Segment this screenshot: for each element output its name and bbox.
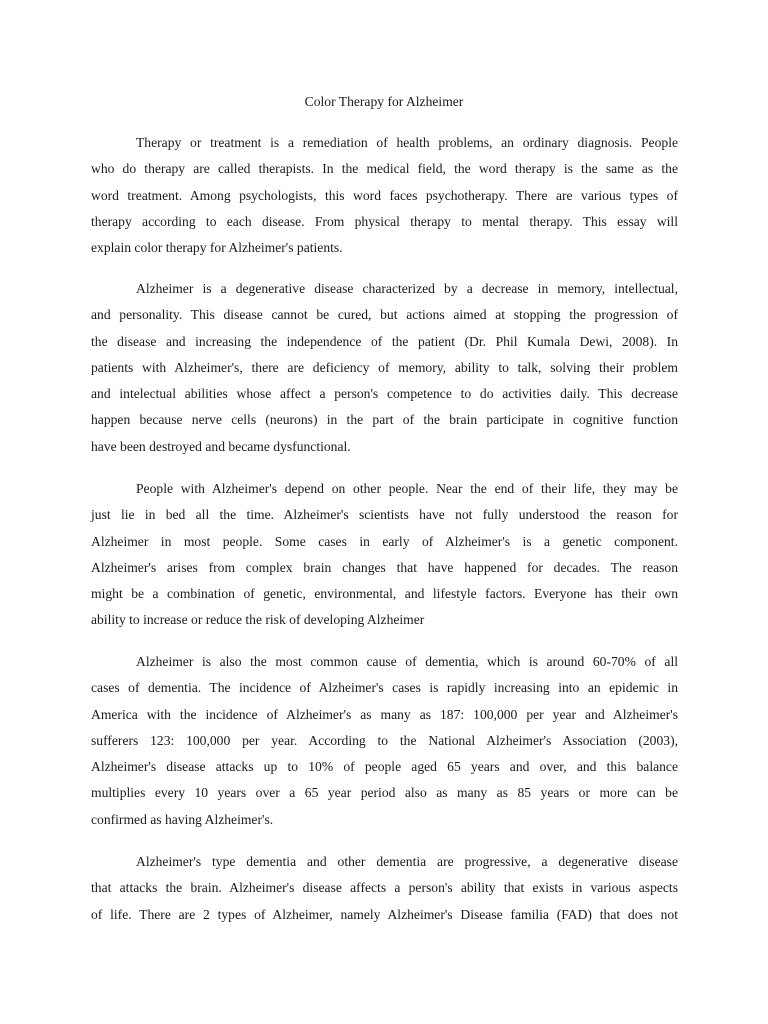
paragraph-line: multiplies every 10 years over a 65 year period also as many as 85 years or more can be — [91, 785, 678, 801]
paragraph-line: Alzheimer is a degenerative disease characterized by a decrease in memory, intellectual, — [136, 281, 678, 296]
document-title: Color Therapy for Alzheimer — [304, 94, 464, 109]
paragraph-3 — [91, 476, 678, 634]
paragraph-line: and intelectual abilities whose affect a person's competence to do activities daily. This decrease — [91, 386, 678, 402]
paragraph-line: therapy according to each disease. From physical therapy to mental therapy. This essay will — [91, 213, 678, 229]
paragraph-line: the disease and increasing the independence of the patient (Dr. Phil Kumala Dewi, 2008). In — [91, 333, 678, 349]
paragraph-2 — [91, 276, 678, 460]
paragraph-line: of life. There are 2 types of Alzheimer, namely Alzheimer's Disease familia (FAD) that does not — [91, 906, 678, 922]
paragraph-1 — [91, 130, 678, 261]
paragraph-line: just lie in bed all the time. Alzheimer's scientists have not fully understood the reason for — [91, 507, 678, 523]
paragraph-line: patients with Alzheimer's, there are deficiency of memory, ability to talk, solving their problem — [91, 359, 678, 375]
paragraph-line: might be a combination of genetic, environmental, and lifestyle factors. Everyone has their own — [91, 586, 678, 602]
paragraph-line: People with Alzheimer's depend on other people. Near the end of their life, they may be — [136, 481, 678, 496]
paragraph-line: sufferers 123: 100,000 per year. According to the National Alzheimer's Association (2003), — [91, 732, 678, 748]
paragraph-5 — [91, 849, 678, 928]
paragraph-line: happen because nerve cells (neurons) in the part of the brain participate in cognitive function — [91, 412, 678, 428]
paragraph-line: who do therapy are called therapists. In the medical field, the word therapy is the same as the — [91, 161, 678, 177]
paragraph-line: word treatment. Among psychologists, this word faces psychotherapy. There are various types of — [91, 187, 678, 203]
paragraph-line: Alzheimer in most people. Some cases in early of Alzheimer's is a genetic component. — [91, 533, 678, 549]
paragraph-line: cases of dementia. The incidence of Alzheimer's cases is rapidly increasing into an epidemic in — [91, 680, 678, 696]
paragraph-line: Alzheimer's disease attacks up to 10% of people aged 65 years and over, and this balance — [91, 759, 678, 775]
paragraph-4 — [91, 649, 678, 833]
paragraph-line: and personality. This disease cannot be cured, but actions aimed at stopping the progression of — [91, 307, 678, 323]
paragraph-line: confirmed as having Alzheimer's. — [91, 811, 274, 827]
paragraph-line: have been destroyed and became dysfunctional. — [91, 438, 351, 454]
paragraph-line: ability to increase or reduce the risk of developing Alzheimer — [91, 612, 425, 628]
paragraph-line: Therapy or treatment is a remediation of health problems, an ordinary diagnosis. People — [136, 135, 678, 150]
paragraph-line: that attacks the brain. Alzheimer's disease affects a person's ability that exists in various aspects — [91, 880, 678, 896]
paragraph-line: Alzheimer's type dementia and other dementia are progressive, a degenerative disease — [136, 854, 678, 869]
paragraph-line: America with the incidence of Alzheimer's as many as 187: 100,000 per year and Alzheimer's — [91, 706, 678, 722]
paragraph-line: explain color therapy for Alzheimer's patients. — [91, 240, 343, 256]
paragraph-line: Alzheimer is also the most common cause of dementia, which is around 60-70% of all — [136, 654, 678, 669]
paragraph-line: Alzheimer's arises from complex brain changes that have happened for decades. The reason — [91, 559, 678, 575]
